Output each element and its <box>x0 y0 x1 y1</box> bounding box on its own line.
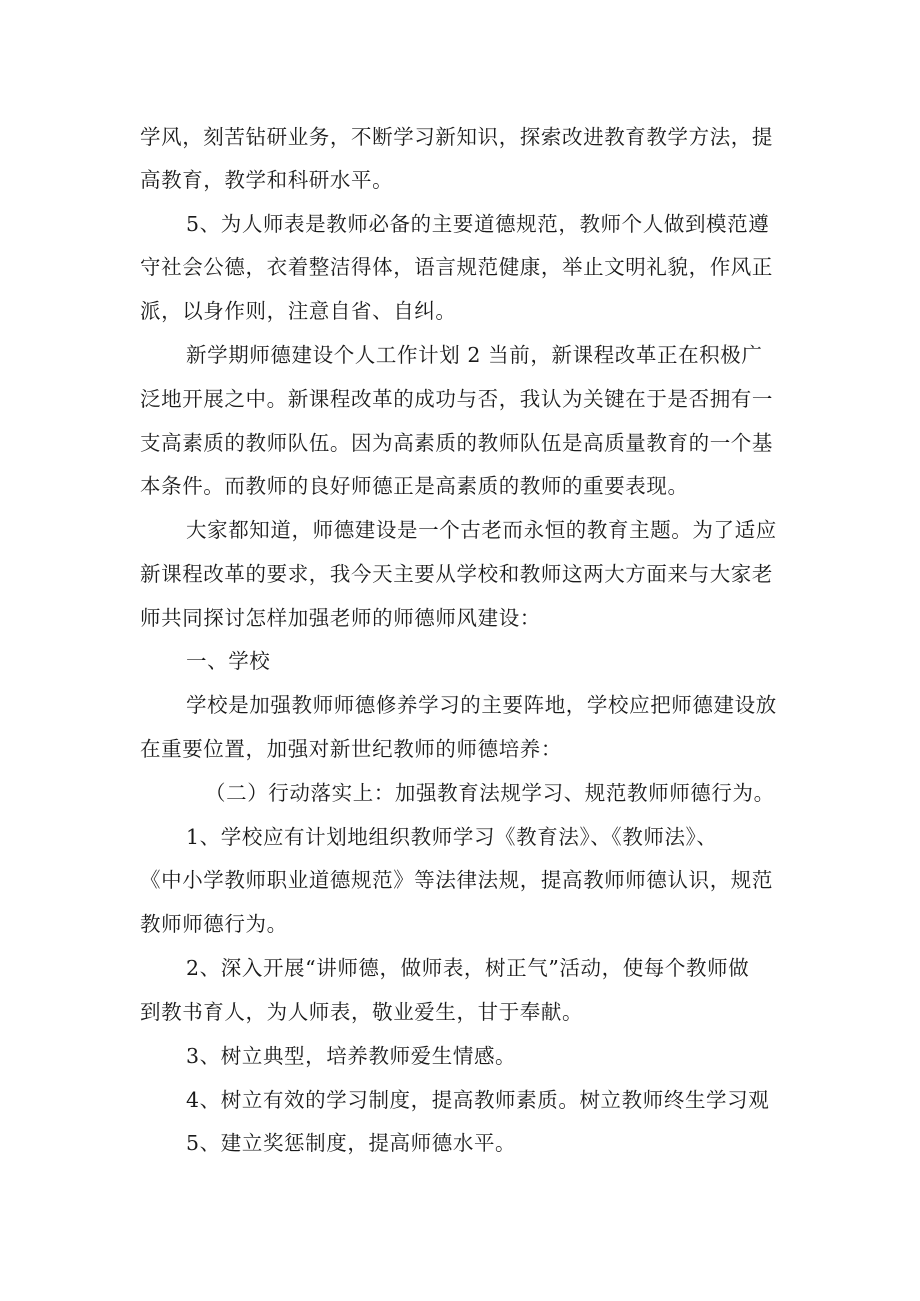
list-item-line: 教师师德行为。 <box>140 912 288 936</box>
paragraph-line: 本条件。而教师的良好师德正是高素质的教师的重要表现。 <box>140 474 689 498</box>
paragraph-line: 泛地开展之中。新课程改革的成功与否，我认为关键在于是否拥有一 <box>140 387 773 411</box>
paragraph-line: 派，以身作则，注意自省、自纠。 <box>140 299 457 323</box>
paragraph-line: 学风，刻苦钻研业务，不断学习新知识，探索改进教育教学方法，提 <box>140 125 773 149</box>
paragraph-line: 师共同探讨怎样加强老师的师德师风建设： <box>140 606 541 630</box>
list-item-line: 《中小学教师职业道德规范》等法律法规，提高教师师德认识，规范 <box>140 868 773 892</box>
list-item: 4、树立有效的学习制度，提高教师素质。树立教师终生学习观 <box>186 1088 770 1112</box>
list-item-line: 到教书育人，为人师表，敬业爱生，甘于奉献。 <box>140 1000 584 1024</box>
list-item: 5、建立奖惩制度，提高师德水平。 <box>186 1131 517 1155</box>
paragraph-line: 新课程改革的要求，我今天主要从学校和教师这两大方面来与大家老 <box>140 562 773 586</box>
list-item: 3、树立典型，培养教师爱生情感。 <box>186 1044 517 1068</box>
paragraph-line: 大家都知道，师德建设是一个古老而永恒的教育主题。为了适应 <box>186 518 777 542</box>
paragraph-line: 5、为人师表是教师必备的主要道德规范，教师个人做到模范遵 <box>186 212 770 236</box>
paragraph-line: 在重要位置，加强对新世纪教师的师德培养： <box>140 737 562 761</box>
section-heading: 一、学校 <box>186 649 271 673</box>
paragraph-line: 新学期师德建设个人工作计划 2 当前，新课程改革正在积极广 <box>186 343 763 367</box>
paragraph-line: 学校是加强教师师德修养学习的主要阵地，学校应把师德建设放 <box>186 693 777 717</box>
subsection-heading: （二）行动落实上：加强教育法规学习、规范教师师德行为。 <box>205 781 775 805</box>
list-item-line: 2、深入开展“讲师德，做师表，树正气”活动，使每个教师做 <box>186 956 750 980</box>
paragraph-line: 高教育，教学和科研水平。 <box>140 168 394 192</box>
list-item-line: 1、学校应有计划地组织教师学习《教育法》、《教师法》、 <box>186 825 718 849</box>
paragraph-line: 守社会公德，衣着整洁得体，语言规范健康，举止文明礼貌，作风正 <box>140 255 773 279</box>
paragraph-line: 支高素质的教师队伍。因为高素质的教师队伍是高质量教育的一个基 <box>140 431 773 455</box>
